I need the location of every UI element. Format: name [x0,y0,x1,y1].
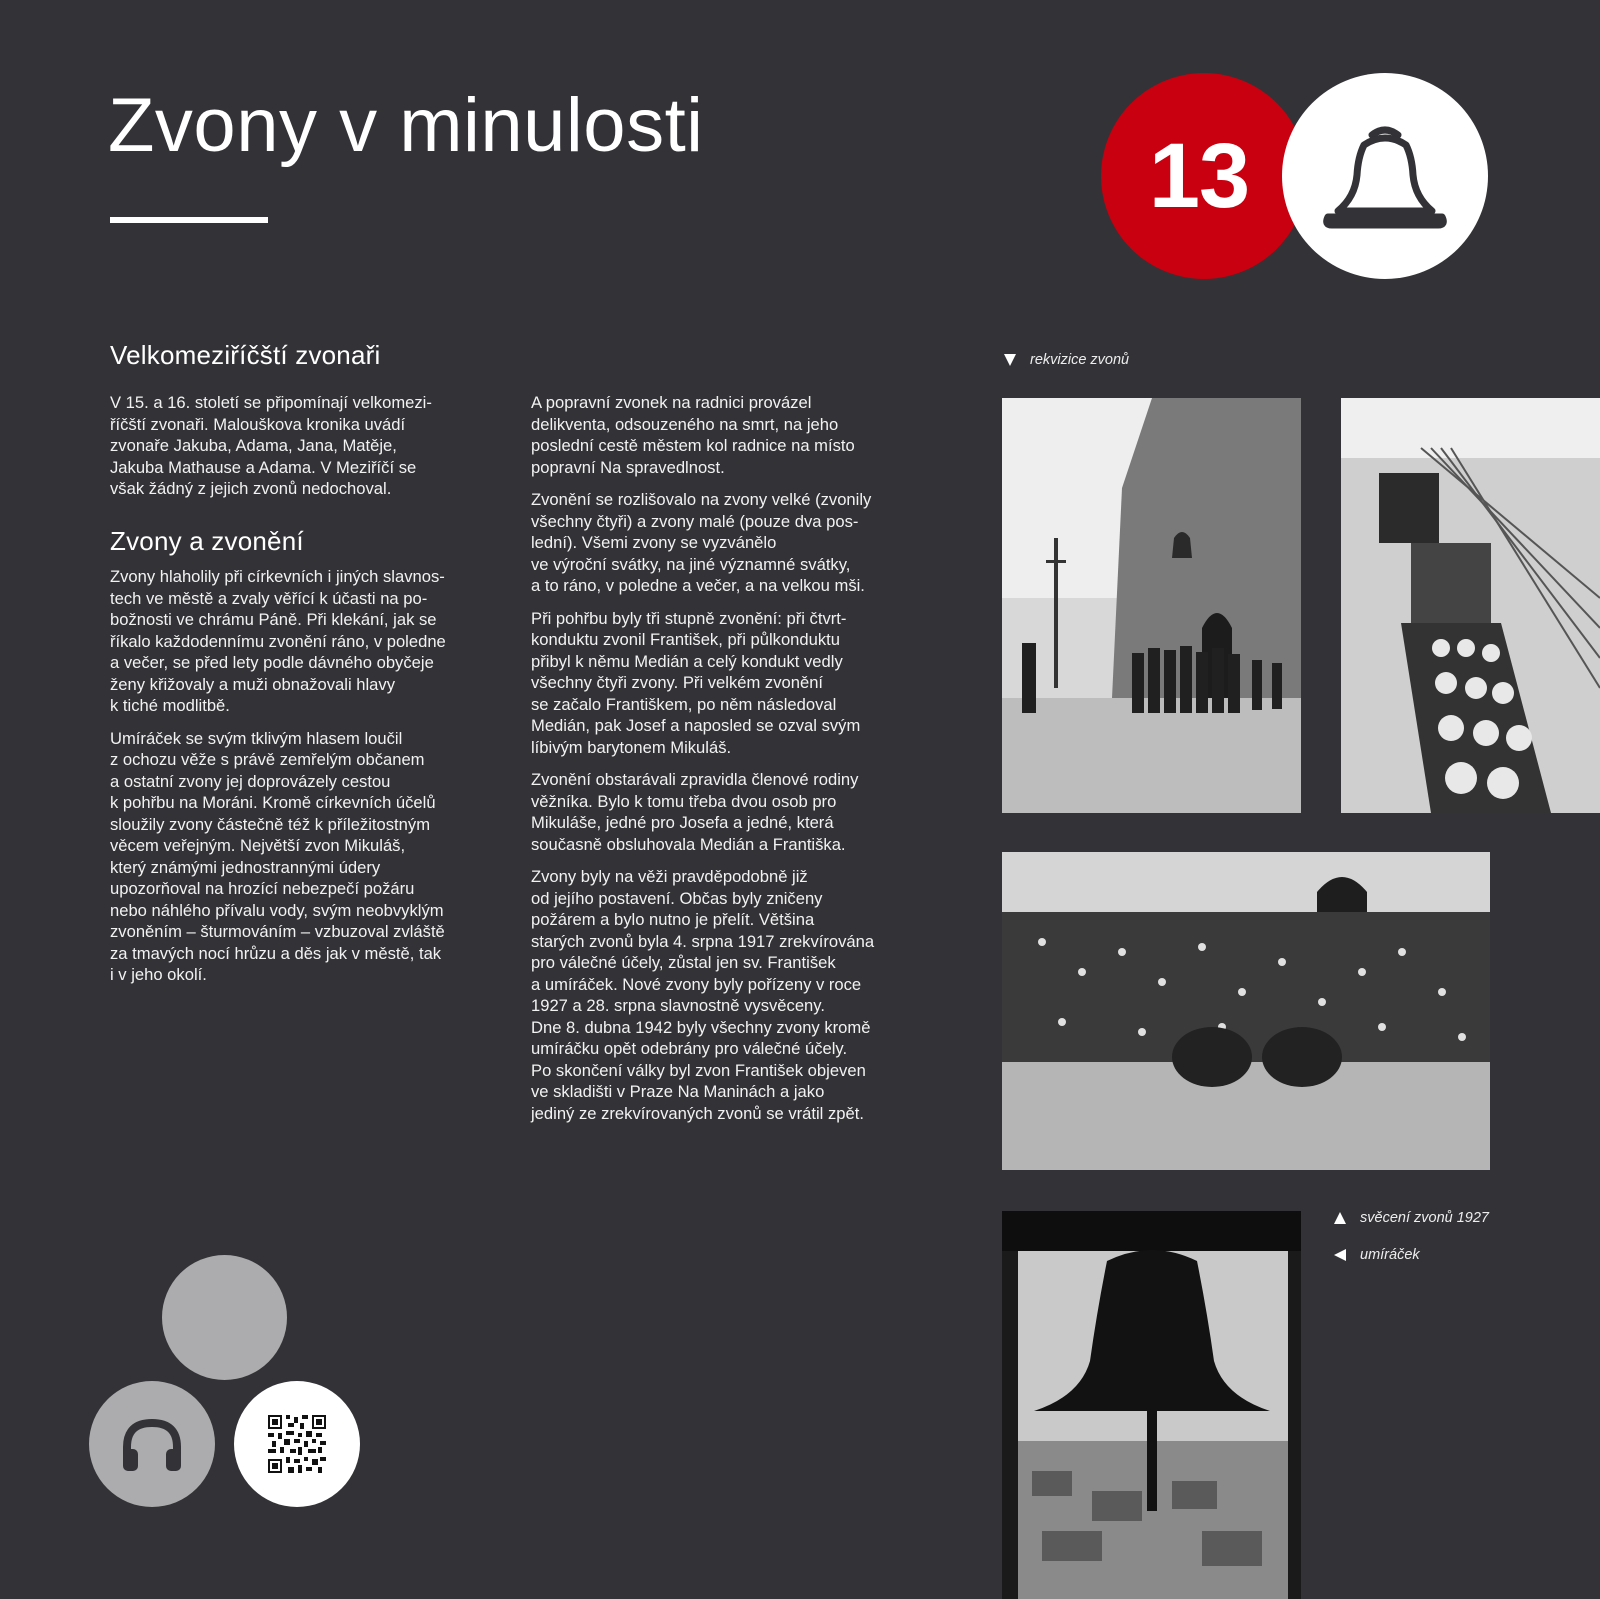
qr-code-button[interactable] [234,1381,360,1507]
text-column-bells [110,566,490,997]
section-heading-bellfounders: Velkomeziříčští zvonaři [110,340,381,370]
arrow-left-icon [1334,1249,1346,1261]
title-underline [110,217,268,223]
photo-train-bells [1341,398,1600,813]
paragraph: Zvony hlaholily při církevních i jiných slavnos- tech ve městě a zvaly věřící k účasti na po- božnosti ve chrámu Páně. Při klekání, jak se říkalo každodennímu zvonění ráno, v poledne a večer, se před lety podle dávného obyčeje ženy křižovaly a muži obnažovali hlavy k tiché modlitbě. [110,567,446,715]
caption-requisition [1004,352,1129,368]
paragraph: Zvonění obstarávali zpravidla členové rodiny věžníka. Bylo k tomu třeba dvou osob pro Mikuláše, jedné pro Josefa a jedné, která současně obsluhovala Medián a Františka. [531,770,859,854]
photo-tower-crowd [1002,398,1301,813]
paragraph: Při pohřbu byly tři stupně zvonění: při čtvrt- konduktu zvonil František, při půlkonduktu přibyl k němu Medián a celý kondukt vedly všechny čtyři zvony. Při velkém zvonění se začalo Františkem, po něm následoval Medián, pak Josef a naposled se ozval svým líbivým barytonem Mikuláš. [531,608,861,757]
text-column-bellfounders [110,392,490,511]
decorative-circle [162,1255,287,1380]
qr-code-icon [268,1415,326,1473]
bell-badge [1282,73,1488,279]
audio-guide-button[interactable] [89,1381,215,1507]
photo-death-bell [1002,1211,1301,1599]
photo-consecration-crowd [1002,852,1490,1170]
panel-number-badge [1101,73,1307,279]
paragraph: V 15. a 16. století se připomínají velkomezi- říčští zvonaři. Malouškova kronika uvádí zvonaře Jakuba, Adama, Jana, Matěje, Jakuba Mathause a Adama. V Meziříčí se však žádný z jejich zvonů nedochoval. [110,393,432,498]
headphones-icon [119,1415,185,1473]
caption-consecration [1334,1210,1489,1226]
text-column-ringing [531,392,911,1135]
caption-text: svěcení zvonů 1927 [1360,1210,1489,1226]
panel-number: 13 [1148,124,1250,227]
bell-icon [1320,121,1450,231]
caption-text: rekvizice zvonů [1030,352,1130,368]
caption-death-bell [1334,1247,1420,1263]
arrow-up-icon [1334,1212,1346,1224]
paragraph: Zvony byly na věži pravděpodobně již od jejího postavení. Občas byly zničeny požárem a bylo nutno je přelít. Většina starých zvonů byla 4. srpna 1917 zrekvírována pro válečné účely, zůstal jen sv. František a umíráček. Nové zvony byly pořízeny v roce 1927 a 28. srpna slavnostně vysvěceny. Dne 8. dubna 1942 byly všechny zvony kromě umíráčku opět odebrány pro válečné účely. Po skončení války byl zvon František objeven ve skladišti v Praze Na Maninách a jako jediný ze zrekvírovaných zvonů se vrátil zpět. [531,867,875,1123]
page-title: Zvony v minulosti [108,83,704,168]
section-heading-bells: Zvony a zvonění [110,526,304,556]
arrow-down-icon [1004,354,1016,366]
paragraph: Zvonění se rozlišovalo na zvony velké (zvonily všechny čtyři) a zvony malé (pouze dva pos- lední). Všemi zvony se vyzvánělo ve výroční svátky, na jiné významné svátky, a to ráno, v poledne a večer, a na velkou mši. [531,490,872,595]
paragraph: Umíráček se svým tklivým hlasem loučil z ochozu věže s právě zemřelým občanem a ostatní zvony jej doprovázely cestou k pohřbu na Moráni. Kromě církevních účelů sloužily zvony částečně též k příležitostným věcem veřejným. Největší zvon Mikuláš, který známými jednostrannými údery upozorňoval na hrozící nebezpečí požáru nebo náhlého přívalu vody, svým neobvyklým zvoněním – šturmováním – vzbuzoval zvláště za tmavých nocí hrůzu a děs jak v městě, tak i v jeho okolí. [110,728,445,984]
caption-text: umíráček [1360,1247,1420,1263]
paragraph: A popravní zvonek na radnici provázel delikventa, odsouzeného na smrt, na jeho poslední cestě městem kol radnice na místo popravní Na spravedlnost. [531,393,855,477]
